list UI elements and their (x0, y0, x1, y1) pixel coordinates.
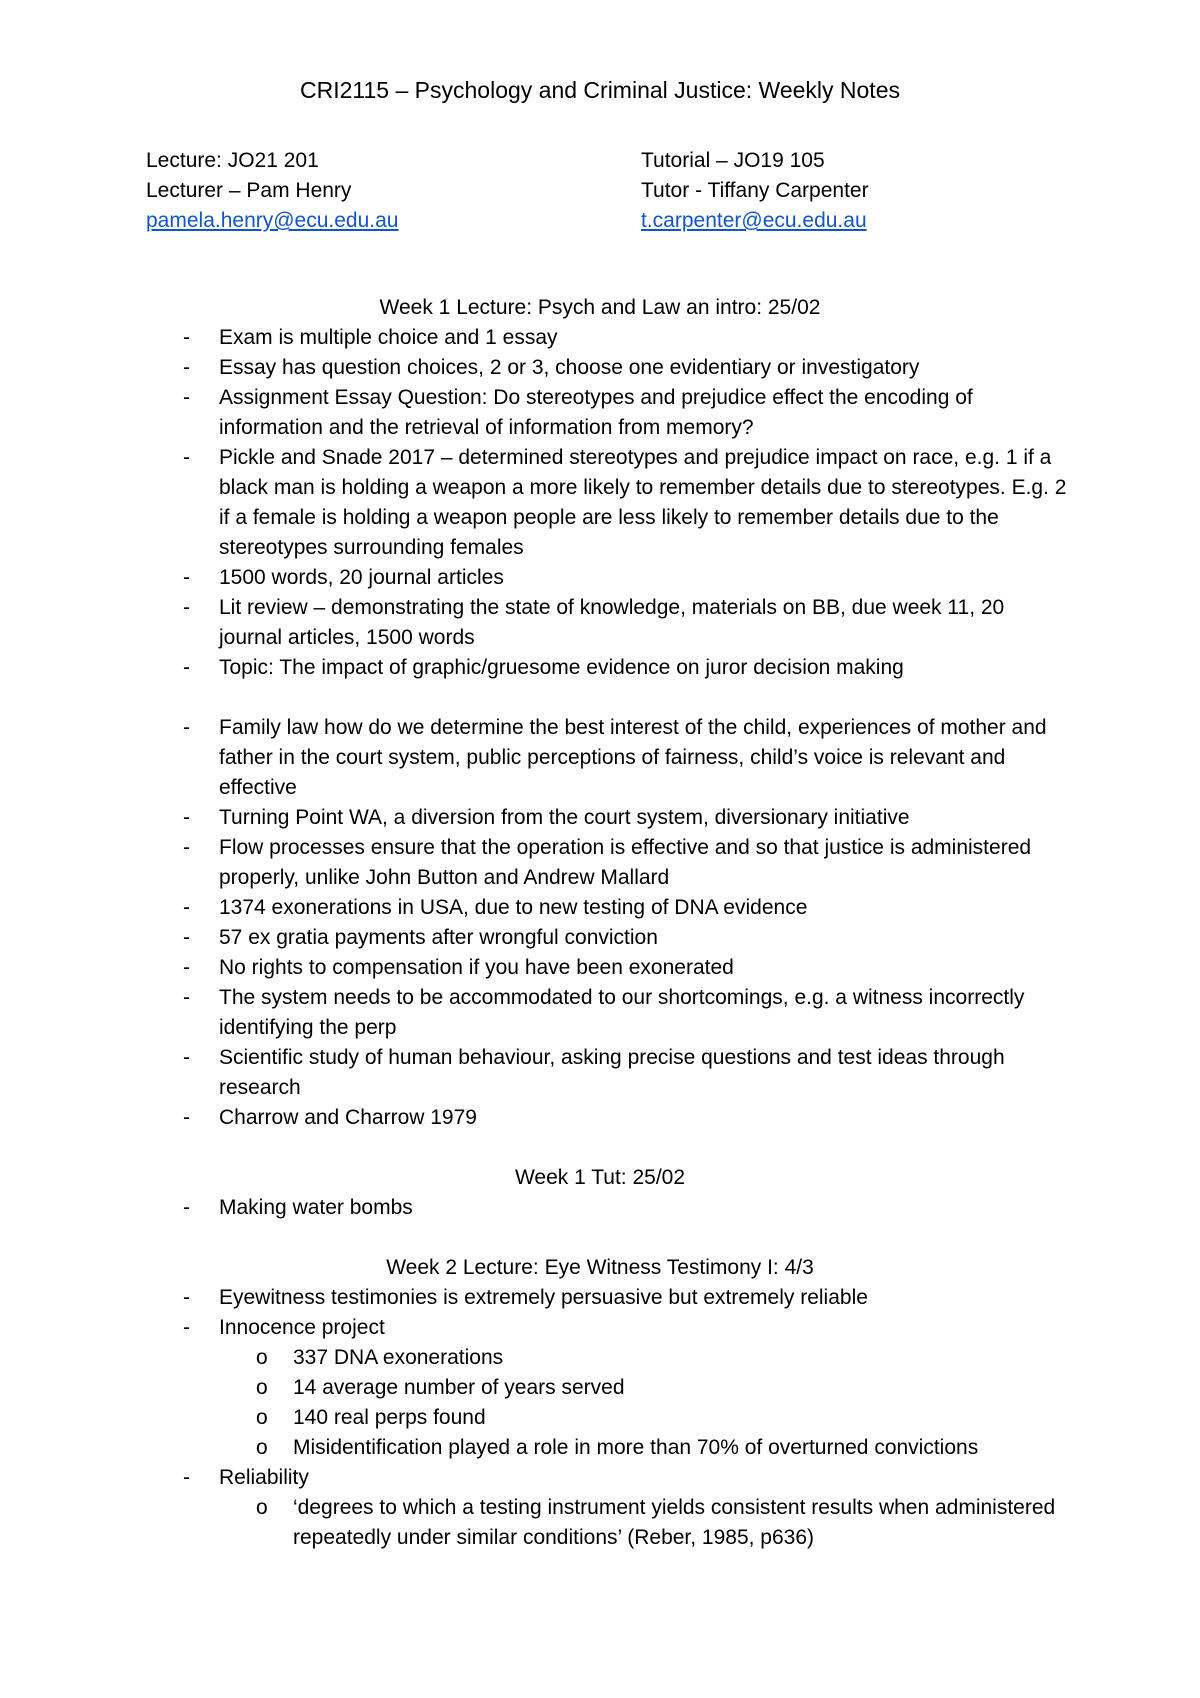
bullet-list (0, 1283, 1200, 1553)
list-item (0, 803, 1200, 833)
list-item (0, 983, 1200, 1043)
sub-list-item (219, 1433, 1070, 1463)
circle-bullet-icon: o (256, 1346, 268, 1369)
dash-bullet-icon: - (183, 926, 190, 949)
dash-bullet-icon: - (183, 1316, 190, 1339)
list-item-text: Exam is multiple choice and 1 essay (219, 326, 558, 349)
section-title: Week 1 Tut: 25/02 (514, 1166, 686, 1189)
tutorial-contact-column (641, 146, 869, 236)
dash-bullet-icon: - (183, 716, 190, 739)
circle-bullet-icon: o (256, 1376, 268, 1399)
list-item (0, 1463, 1200, 1553)
list-item-text: Innocence project (219, 1316, 385, 1339)
dash-bullet-icon: - (183, 1286, 190, 1309)
circle-bullet-icon: o (256, 1496, 268, 1519)
list-item (0, 1283, 1200, 1313)
list-item (0, 923, 1200, 953)
dash-bullet-icon: - (183, 986, 190, 1009)
tutorial-room: Tutorial – JO19 105 (641, 149, 825, 172)
sub-list-item-text: 14 average number of years served (293, 1376, 625, 1399)
dash-bullet-icon: - (183, 386, 190, 409)
list-item-text: Pickle and Snade 2017 – determined stereotypes and prejudice impact on race, e.g. 1 if a black man is holding a weapon a more likely to remember details due to stereotypes. E.g. 2 if a female is holding a weapon people are less likely to remember details due to the stereotypes surrounding females (219, 446, 1067, 559)
list-spacer (0, 683, 1200, 713)
section-title: Week 2 Lecture: Eye Witness Testimony I: 4/3 (386, 1256, 814, 1279)
dash-bullet-icon: - (183, 836, 190, 859)
dash-bullet-icon: - (183, 956, 190, 979)
list-item-text: Family law how do we determine the best interest of the child, experiences of mother and father in the court system, public perceptions of fairness, child’s voice is relevant and effective (219, 716, 1047, 799)
list-item-text: Scientific study of human behaviour, asking precise questions and test ideas through research (219, 1046, 1005, 1099)
list-item (0, 653, 1200, 683)
list-item-text: Lit review – demonstrating the state of knowledge, materials on BB, due week 11, 20 journal articles, 1500 words (219, 596, 1005, 649)
dash-bullet-icon: - (183, 1106, 190, 1129)
bullet-list (0, 323, 1200, 1133)
list-item (0, 1103, 1200, 1133)
list-item-text: Reliability (219, 1466, 309, 1489)
sub-list-item-text: ‘degrees to which a testing instrument yields consistent results when administered repeatedly under similar conditions’ (Reber, 1985, p636) (293, 1496, 1056, 1549)
list-item (0, 833, 1200, 893)
list-item (0, 443, 1200, 563)
dash-bullet-icon: - (183, 1196, 190, 1219)
sub-list-item (219, 1403, 1070, 1433)
list-item (0, 563, 1200, 593)
document-title: CRI2115 – Psychology and Criminal Justice: Weekly Notes (300, 77, 900, 103)
list-item (0, 593, 1200, 653)
list-item (0, 353, 1200, 383)
list-item (0, 1043, 1200, 1103)
list-item-text: 57 ex gratia payments after wrongful conviction (219, 926, 658, 949)
list-item (0, 893, 1200, 923)
list-item (0, 1313, 1200, 1463)
sub-list-item (219, 1343, 1070, 1373)
bullet-list (0, 1193, 1200, 1223)
list-item-text: No rights to compensation if you have been exonerated (219, 956, 734, 979)
list-item-text: Essay has question choices, 2 or 3, choose one evidentiary or investigatory (219, 356, 920, 379)
list-item-text: Charrow and Charrow 1979 (219, 1106, 477, 1129)
lecturer-name: Lecturer – Pam Henry (146, 179, 352, 202)
list-item (0, 383, 1200, 443)
sub-list-item (219, 1493, 1070, 1553)
list-item (0, 323, 1200, 353)
list-item-text: The system needs to be accommodated to our shortcomings, e.g. a witness incorrectly identifying the perp (219, 986, 1025, 1039)
list-item-text: Assignment Essay Question: Do stereotypes and prejudice effect the encoding of information and the retrieval of information from memory? (219, 386, 973, 439)
dash-bullet-icon: - (183, 896, 190, 919)
sub-bullet-list (219, 1343, 1070, 1463)
sub-bullet-list (219, 1493, 1070, 1553)
list-item-text: Topic: The impact of graphic/gruesome evidence on juror decision making (219, 656, 904, 679)
list-item (0, 713, 1200, 803)
list-item-text: Flow processes ensure that the operation is effective and so that justice is administered properly, unlike John Button and Andrew Mallard (219, 836, 1032, 889)
list-item-text: 1500 words, 20 journal articles (219, 566, 504, 589)
dash-bullet-icon: - (183, 326, 190, 349)
dash-bullet-icon: - (183, 356, 190, 379)
list-item-text: Eyewitness testimonies is extremely persuasive but extremely reliable (219, 1286, 868, 1309)
section-spacer (0, 1223, 1200, 1253)
tutor-email-link[interactable]: t.carpenter@ecu.edu.au (641, 209, 867, 232)
dash-bullet-icon: - (183, 596, 190, 619)
dash-bullet-icon: - (183, 806, 190, 829)
list-item-text: 1374 exonerations in USA, due to new testing of DNA evidence (219, 896, 808, 919)
dash-bullet-icon: - (183, 1046, 190, 1069)
list-item-text: Making water bombs (219, 1196, 413, 1219)
circle-bullet-icon: o (256, 1406, 268, 1429)
lecture-contact-column (146, 146, 398, 236)
sub-list-item-text: 140 real perps found (293, 1406, 486, 1429)
notes-content (0, 293, 1200, 1553)
section-spacer (0, 1133, 1200, 1163)
dash-bullet-icon: - (183, 1466, 190, 1489)
lecture-room: Lecture: JO21 201 (146, 149, 319, 172)
circle-bullet-icon: o (256, 1436, 268, 1459)
sub-list-item-text: 337 DNA exonerations (293, 1346, 504, 1369)
dash-bullet-icon: - (183, 566, 190, 589)
sub-list-item (219, 1373, 1070, 1403)
list-item (0, 953, 1200, 983)
list-item (0, 1193, 1200, 1223)
section-title: Week 1 Lecture: Psych and Law an intro: 25/02 (379, 296, 821, 319)
list-item-text: Turning Point WA, a diversion from the court system, diversionary initiative (219, 806, 910, 829)
dash-bullet-icon: - (183, 656, 190, 679)
tutor-name: Tutor - Tiffany Carpenter (641, 179, 869, 202)
sub-list-item-text: Misidentification played a role in more than 70% of overturned convictions (293, 1436, 979, 1459)
lecturer-email-link[interactable]: pamela.henry@ecu.edu.au (146, 209, 399, 232)
dash-bullet-icon: - (183, 446, 190, 469)
